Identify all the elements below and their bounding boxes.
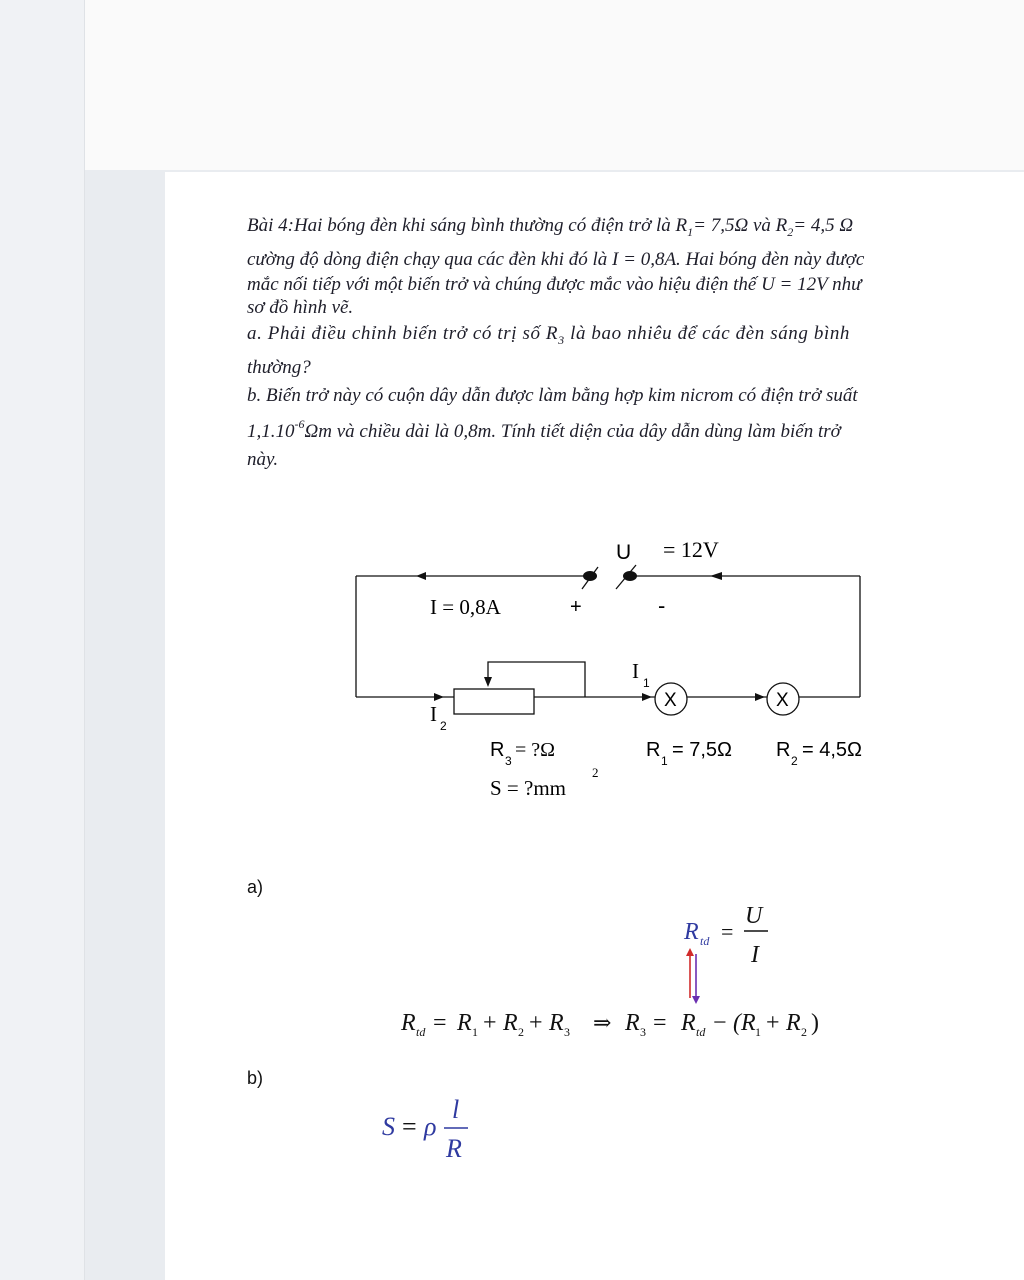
arrow-top-right — [710, 572, 722, 580]
question-b: b. Biến trở này có cuộn dây dẫn được làm bằng hợp kim nicrom có điện trở suất — [247, 385, 858, 406]
problem-line-2: cường độ dòng điện chạy qua các đèn khi đó là I = 0,8A. Hai bóng đèn này được — [247, 249, 865, 270]
f3-rho: ρ — [424, 1112, 437, 1141]
f2-rtd: R — [681, 1010, 696, 1036]
circuit-marks — [416, 571, 765, 701]
plus-sign: + — [570, 596, 582, 618]
f2-s1: 1 — [472, 1025, 478, 1039]
double-arrow-icon — [684, 946, 704, 1006]
s-exp: 2 — [592, 765, 599, 780]
arrow-i2 — [434, 693, 444, 701]
f2-r3b: R — [625, 1010, 640, 1036]
f2-r2: R — [503, 1010, 518, 1036]
rheostat-body — [454, 689, 534, 714]
arrow-slider — [484, 677, 492, 687]
r1-sub: 1 — [661, 754, 668, 768]
f2-s2: 2 — [518, 1025, 524, 1039]
f2-r3: R — [549, 1010, 564, 1036]
problem-line-4: sơ đồ hình vẽ. — [247, 297, 354, 318]
f3-eq: = — [402, 1112, 417, 1141]
lamp-1-symbol: X — [664, 690, 677, 711]
main-current-label: I = 0,8A — [430, 595, 501, 619]
arrow-between-lamps — [755, 693, 765, 701]
r1-label: R — [646, 739, 661, 761]
f2-paren: (R — [733, 1010, 756, 1036]
i1-label: I — [632, 659, 639, 683]
r2-label: R — [776, 739, 791, 761]
f2-ps2: 2 — [801, 1025, 807, 1039]
terminal-negative — [623, 571, 637, 581]
f2-s3b: 3 — [640, 1025, 646, 1039]
r2-sub: 2 — [791, 754, 798, 768]
r3-value: = ?Ω — [515, 739, 556, 761]
question-a: a. Phải điều chỉnh biến trở có trị số $R_3$ là bao nhiêu để các đèn sáng bình — [247, 323, 851, 347]
terminal-positive — [583, 571, 597, 581]
s-label: S = ?mm — [490, 776, 567, 800]
page-top-gap — [85, 0, 1024, 170]
f2-ps1: 1 — [755, 1025, 761, 1039]
question-a-cont: thường? — [247, 357, 311, 378]
f2-pr2: R — [786, 1010, 801, 1036]
r3-sub: 3 — [505, 754, 512, 768]
f2-plus2: + — [529, 1010, 543, 1036]
arrow-main-current — [416, 572, 426, 580]
f1-sub: td — [700, 934, 710, 948]
i2-label: I — [430, 702, 437, 726]
solution-b-label: b) — [247, 1068, 264, 1088]
f2-pclose: ) — [811, 1010, 819, 1036]
f3-num: l — [452, 1095, 460, 1124]
f2-minus: − — [713, 1010, 727, 1036]
r2-value: = 4,5Ω — [802, 739, 862, 761]
i1-sub: 1 — [643, 676, 650, 690]
f2-r: R — [401, 1010, 416, 1036]
f1-numerator: U — [745, 903, 763, 929]
f2-eq2: = — [653, 1010, 667, 1036]
problem-text — [247, 212, 987, 474]
lamp-2-symbol: X — [776, 690, 789, 711]
problem-line-1: Bài 4:Hai bóng đèn khi sáng bình thường có điện trở là $R_1= 7,5\Omega$ và $R_2= 4,5$ Ω — [247, 215, 854, 239]
f2-tdb: td — [696, 1025, 706, 1039]
f2-s3: 3 — [564, 1025, 570, 1039]
left-sidebar-strip — [0, 0, 85, 1280]
f1-r: R — [684, 919, 699, 945]
circuit-diagram — [330, 525, 910, 815]
question-b-line-3: này. — [247, 449, 279, 470]
formula-series-resistance — [395, 1000, 845, 1046]
problem-line-3: mắc nối tiếp với một biến trở và chúng được mắc vào hiệu điện thế U = 12V như — [247, 274, 862, 295]
question-b-line-2: $1,1.10^{-6}\Omega m$ và chiều dài là 0,8m. Tính tiết diện của dây dẫn dùng làm biến trở — [247, 417, 841, 442]
f1-equals: = — [721, 919, 734, 944]
rheostat-slider-wire — [488, 662, 585, 697]
r1-value: = 7,5Ω — [672, 739, 732, 761]
formula-cross-section — [378, 1090, 488, 1166]
f1-denominator: I — [751, 942, 759, 968]
f3-den: R — [446, 1134, 462, 1163]
f2-td: td — [416, 1025, 426, 1039]
f2-eq: = — [433, 1010, 447, 1036]
u-label: U — [616, 541, 632, 564]
f2-implies: ⇒ — [593, 1010, 612, 1035]
arrow-i1 — [642, 693, 652, 701]
f2-r1: R — [457, 1010, 472, 1036]
f2-pplus: + — [766, 1010, 780, 1036]
f3-s: S — [382, 1112, 395, 1141]
i2-sub: 2 — [440, 719, 447, 733]
solution-a-label: a) — [247, 877, 264, 897]
minus-sign: - — [658, 593, 666, 618]
r3-label: R — [490, 739, 505, 761]
f2-plus1: + — [483, 1010, 497, 1036]
u-value: = 12V — [663, 537, 719, 562]
